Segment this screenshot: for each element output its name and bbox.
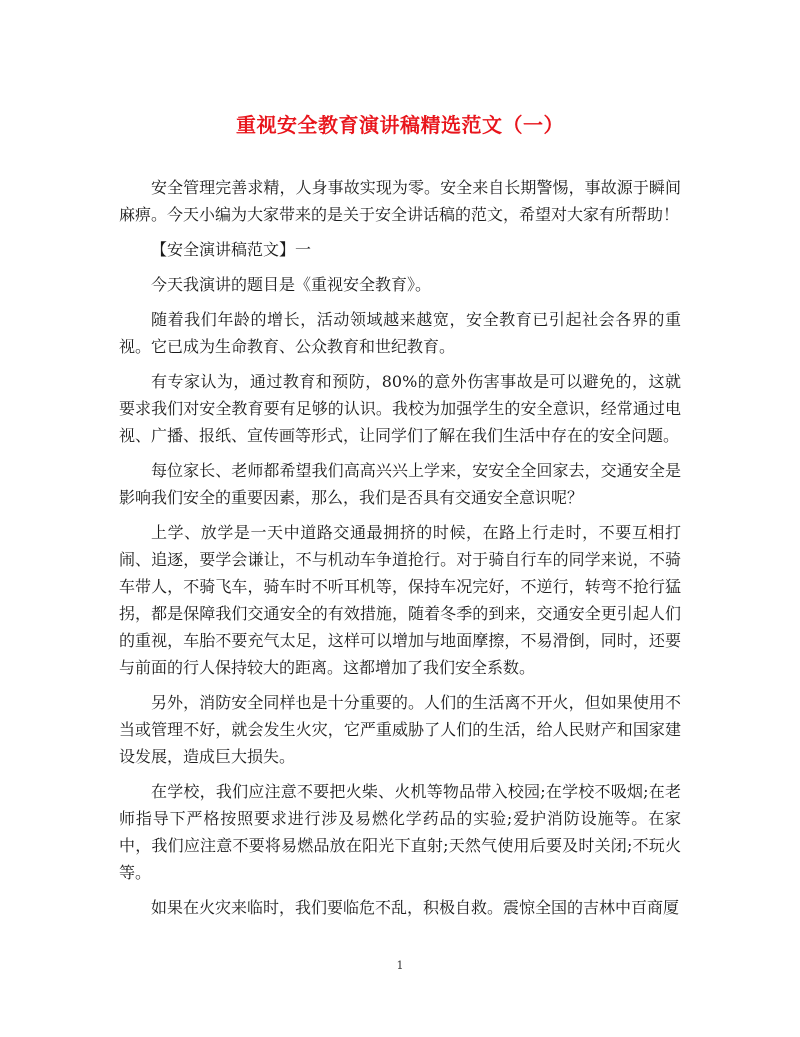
document-title: 重视安全教育演讲稿精选范文（一） bbox=[236, 113, 564, 137]
paragraph-school-home: 在学校，我们应注意不要把火柴、火机等物品带入校园;在学校不吸烟;在老师指导下严格按照要求进行涉及易燃化学药品的实验;爱护消防设施等。在家中，我们应注意不要将易燃品放在阳光下直射;天然气使用后要及时关闭;不玩火等。 bbox=[119, 782, 681, 882]
paragraph-fire-safety: 另外，消防安全同样也是十分重要的。人们的生活离不开火，但如果使用不当或管理不好，就会发生火灾，它严重威胁了人们的生活，给人民财产和国家建设发展，造成巨大损失。 bbox=[119, 693, 681, 766]
paragraph-traffic-question: 每位家长、老师都希望我们高高兴兴上学来，安安全全回家去，交通安全是影响我们安全的重要因素，那么，我们是否具有交通安全意识呢？ bbox=[119, 461, 681, 507]
paragraph-section-heading: 【安全演讲稿范文】一 bbox=[151, 240, 312, 259]
paragraph-importance: 随着我们年龄的增长，活动领域越来越宽，安全教育已引起社会各界的重视。它已成为生命教育、公众教育和世纪教育。 bbox=[119, 310, 681, 356]
paragraph-expert-view: 有专家认为，通过教育和预防，80%的意外伤害事故是可以避免的，这就要求我们对安全教育要有足够的认识。我校为加强学生的安全意识，经常通过电视、广播、报纸、宣传画等形式，让同学们了解在我们生活中存在的安全问题。 bbox=[119, 372, 681, 445]
paragraph-fire-emergency: 如果在火灾来临时，我们要临危不乱，积极自救。震惊全国的吉林中百商厦 bbox=[151, 898, 680, 917]
document-body bbox=[119, 174, 681, 929]
paragraph-speech-topic: 今天我演讲的题目是《重视安全教育》。 bbox=[151, 275, 432, 294]
paragraph-intro: 安全管理完善求精，人身事故实现为零。安全来自长期警惕，事故源于瞬间麻痹。今天小编为大家带来的是关于安全讲话稿的范文，希望对大家有所帮助！ bbox=[119, 178, 681, 224]
page-number: 1 bbox=[396, 959, 404, 972]
paragraph-traffic-safety: 上学、放学是一天中道路交通最拥挤的时候，在路上行走时，不要互相打闹、追逐，要学会谦让，不与机动车争道抢行。对于骑自行车的同学来说，不骑车带人，不骑飞车，骑车时不听耳机等，保持车况完好，不逆行，转弯不抢行猛拐，都是保障我们交通安全的有效措施，随着冬季的到来，交通安全更引起人们的重视，车胎不要充气太足，这样可以增加与地面摩擦，不易滑倒，同时，还要与前面的行人保持较大的距离。这都增加了我们安全系数。 bbox=[119, 523, 681, 677]
